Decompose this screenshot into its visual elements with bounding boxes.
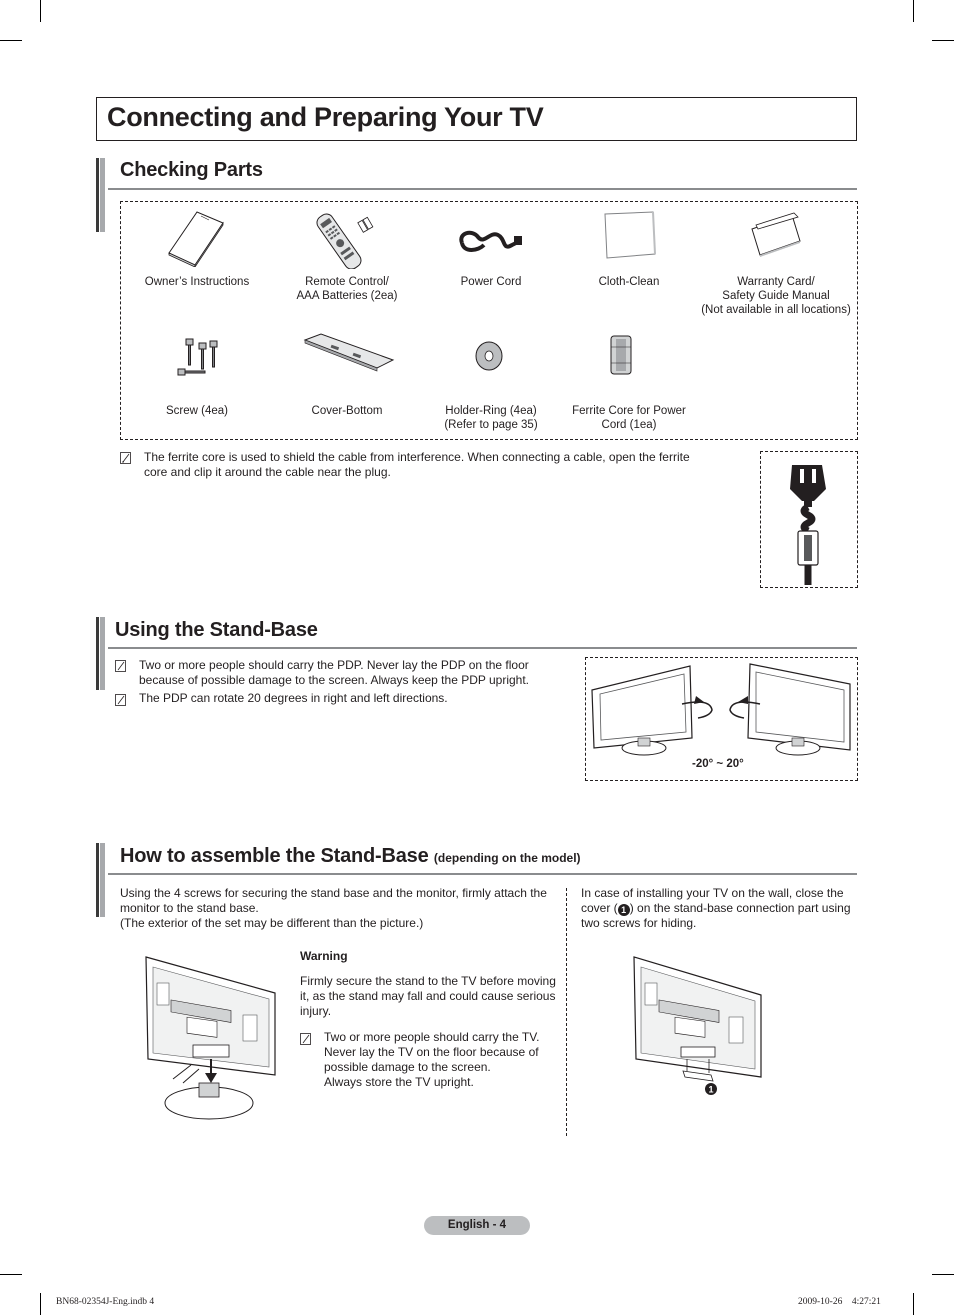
power-plug-ferrite-icon <box>778 455 838 585</box>
assemble-instructions: Using the 4 screws for securing the stand base and the monitor, firmly attach the monitor to the stand base. (The exterior of the set may be different than the picture.) <box>120 886 547 930</box>
section-title-assemble-stand-base <box>120 845 581 868</box>
holder-ring-icon <box>473 339 505 373</box>
page-title-box <box>96 97 857 141</box>
note-icon <box>300 1033 311 1045</box>
wall-install-text-after: ) on the stand-base connection part using two screws for hiding. <box>581 901 851 930</box>
part-label: Cloth-Clean <box>598 276 660 288</box>
crop-mark <box>932 1274 954 1275</box>
stand-note-2: The PDP can rotate 20 degrees in right and left directions. <box>139 691 448 705</box>
column-divider <box>566 888 567 1136</box>
manual-icon <box>165 209 227 267</box>
crop-mark <box>40 1293 41 1315</box>
section-title-using-stand-base: Using the Stand-Base <box>115 619 318 641</box>
part-label: Remote Control/ AAA Batteries (2ea) <box>296 276 398 302</box>
section-rule <box>108 647 857 649</box>
note-icon <box>115 694 126 706</box>
page-number-badge: English - 4 <box>424 1216 530 1235</box>
part-label: Screw (4ea) <box>166 405 228 417</box>
part-label: Holder-Ring (4ea) (Refer to page 35) <box>444 405 538 431</box>
file-slug: BN68-02354J-Eng.indb 4 <box>56 1297 155 1307</box>
screws-icon <box>170 335 226 385</box>
part-label: Ferrite Core for Power Cord (1ea) <box>572 405 686 431</box>
page-title: Connecting and Preparing Your TV <box>107 102 544 132</box>
ferrite-core-icon <box>606 333 636 377</box>
callout-1-illustration: 1 <box>708 1084 714 1095</box>
warning-text: Firmly secure the stand to the TV before moving it, as the stand may fall and could cause serious injury. <box>300 974 556 1018</box>
crop-mark <box>913 1293 914 1315</box>
assemble-title-text: How to assemble the Stand-Base <box>120 845 429 867</box>
cover-bottom-icon <box>301 330 395 372</box>
note-icon <box>115 660 126 672</box>
crop-mark <box>932 40 954 41</box>
crop-mark <box>913 0 914 22</box>
section-rule <box>108 188 857 190</box>
section-title-checking-parts: Checking Parts <box>120 159 263 181</box>
tv-back-cover-illustration <box>631 955 765 1099</box>
crop-mark <box>0 40 22 41</box>
ferrite-note: The ferrite core is used to shield the cable from interference. When connecting a cable, open the ferrite core and clip it around the cable near the plug. <box>144 450 690 479</box>
warranty-card-icon <box>748 211 804 257</box>
section-rule <box>108 873 857 875</box>
wall-install-text-before: In case of installing your TV on the wall, close the cover ( <box>581 886 844 915</box>
callout-1-badge: 1 <box>618 904 630 916</box>
crop-mark <box>0 1274 22 1275</box>
part-label: Owner’s Instructions <box>144 276 250 288</box>
part-label: Power Cord <box>460 276 522 288</box>
part-label: Warranty Card/ Safety Guide Manual <box>722 276 830 302</box>
cloth-icon <box>601 210 657 260</box>
remote-control-icon <box>316 209 378 269</box>
tv-back-stand-illustration <box>143 955 279 1123</box>
part-label: Cover-Bottom <box>311 405 383 417</box>
stand-note-1: Two or more people should carry the PDP. Never lay the PDP on the floor because of possible damage to the screen. Always keep the PDP upright. <box>139 658 530 687</box>
print-timestamp: 2009-10-26 4:27:21 <box>798 1297 881 1307</box>
part-sublabel: (Not available in all locations) <box>701 304 851 316</box>
tv-rotation-illustration <box>588 660 854 758</box>
wall-install-text <box>581 886 857 931</box>
warning-note: Two or more people should carry the TV. Never lay the TV on the floor because of possible damage to the screen. Always store the TV upright. <box>324 1030 540 1089</box>
crop-mark <box>40 0 41 22</box>
power-cord-icon <box>456 225 524 257</box>
note-icon <box>120 452 131 464</box>
warning-label: Warning <box>300 949 348 963</box>
rotation-label: -20° ~ 20° <box>692 758 744 770</box>
assemble-title-note: (depending on the model) <box>433 851 581 865</box>
